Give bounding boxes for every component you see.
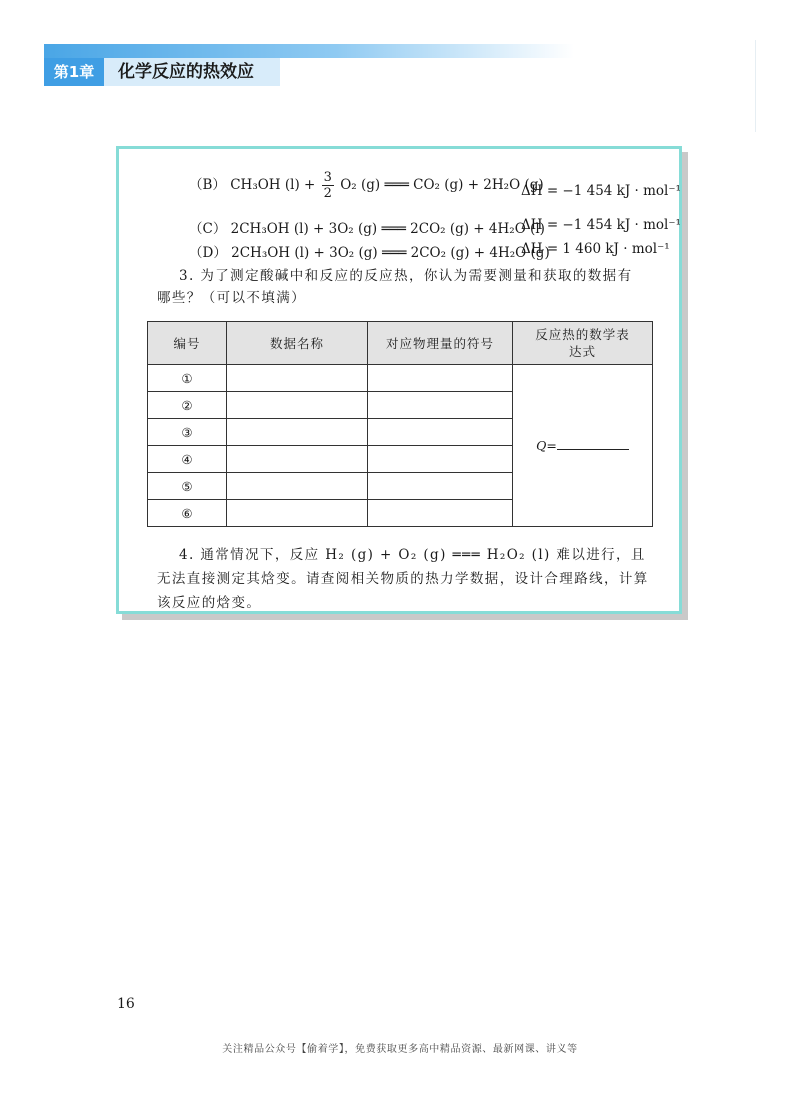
header-expression	[513, 322, 653, 365]
symbol-cell[interactable]	[368, 500, 513, 527]
symbol-cell[interactable]	[368, 473, 513, 500]
footer-note: 关注精品公众号【偷着学】，免费获取更多高中精品资源、最新网课、讲义等	[222, 1044, 578, 1055]
data-name-cell[interactable]	[227, 365, 368, 392]
header-strip	[44, 44, 574, 58]
expression-cell[interactable]	[513, 365, 653, 527]
symbol-cell[interactable]	[368, 419, 513, 446]
equals-arrow: ═══	[384, 177, 409, 193]
chapter-title: 化学反应的热效应	[104, 58, 280, 86]
header-symbol: 对应物理量的符号	[368, 322, 513, 365]
header-expression-text: 反应热的数学表达式	[535, 327, 630, 359]
symbol-cell[interactable]	[368, 446, 513, 473]
data-name-cell[interactable]	[227, 500, 368, 527]
equals-arrow: ═══	[381, 245, 407, 261]
data-table	[147, 321, 653, 527]
table-row	[148, 365, 653, 392]
fraction-denominator: 2	[323, 186, 332, 201]
question-4: 4. 通常情况下，反应 H₂ (g) + O₂ (g) ═══ H₂O₂ (l) 难以进行，且无法直接测定其焓变。请查阅相关物质的热力学数据，设计合理路线，计算该反应的焓变。	[157, 547, 649, 611]
question-3: 3. 为了测定酸碱中和反应的反应热，你认为需要测量和获取的数据有哪些？（可以不填满）	[157, 268, 633, 306]
option-c-products: 2CO₂ (g) + 4H₂O (l)	[410, 221, 545, 237]
symbol-cell[interactable]	[368, 365, 513, 392]
option-b-reactant2: O₂ (g)	[340, 177, 381, 193]
symbol-cell[interactable]	[368, 392, 513, 419]
option-d-reactants: 2CH₃OH (l) + 3O₂ (g)	[231, 245, 378, 261]
option-d-enthalpy: ΔH = 1 460 kJ · mol⁻¹	[521, 241, 670, 257]
option-b-fraction	[322, 171, 334, 200]
option-d-products: 2CO₂ (g) + 4H₂O (g)	[410, 245, 550, 261]
option-d-label: （D）	[189, 245, 227, 261]
page-number: 16	[117, 996, 135, 1012]
option-b	[189, 171, 544, 200]
row-number: ①	[148, 365, 227, 392]
option-b-reactant1: CH₃OH (l) +	[230, 177, 316, 193]
expression-blank	[557, 449, 629, 450]
header-number: 编号	[148, 322, 227, 365]
equals-arrow: ═══	[381, 221, 406, 237]
row-number: ③	[148, 419, 227, 446]
data-name-cell[interactable]	[227, 446, 368, 473]
row-number: ⑥	[148, 500, 227, 527]
table-header-row	[148, 322, 653, 365]
option-b-label: （B）	[189, 177, 226, 193]
option-c	[189, 217, 545, 237]
header-data-name: 数据名称	[227, 322, 368, 365]
data-name-cell[interactable]	[227, 473, 368, 500]
exercise-box	[116, 146, 682, 614]
row-number: ②	[148, 392, 227, 419]
row-number: ⑤	[148, 473, 227, 500]
chapter-badge: 第1章	[44, 58, 104, 86]
option-d	[189, 241, 550, 261]
data-name-cell[interactable]	[227, 419, 368, 446]
option-c-label: （C）	[189, 221, 227, 237]
page-edge-line	[755, 40, 756, 132]
row-number: ④	[148, 446, 227, 473]
option-c-reactants: 2CH₃OH (l) + 3O₂ (g)	[230, 221, 378, 237]
option-b-products: CO₂ (g) + 2H₂O (g)	[413, 177, 544, 193]
option-c-enthalpy: ΔH = −1 454 kJ · mol⁻¹	[521, 217, 681, 233]
fraction-numerator: 3	[323, 170, 332, 185]
expression-label: Q=	[536, 438, 557, 453]
data-name-cell[interactable]	[227, 392, 368, 419]
option-b-enthalpy: ΔH = −1 454 kJ · mol⁻¹	[521, 183, 681, 199]
